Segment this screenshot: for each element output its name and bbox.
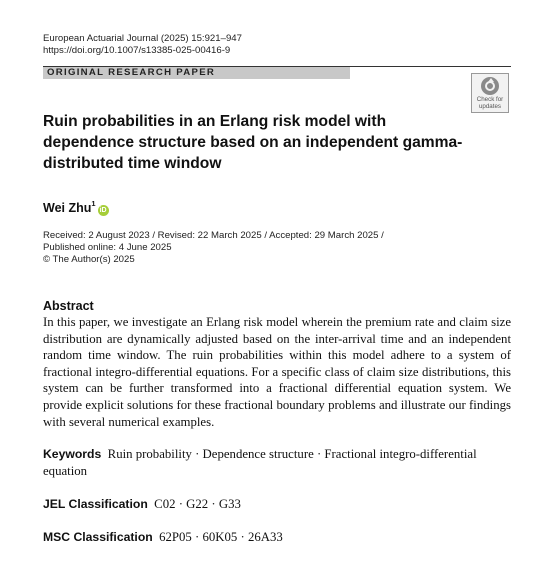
- abstract-text: In this paper, we investigate an Erlang risk model wherein the premium rate and claim size distribution are dynamically adjusted based on the inter-arrival time and an independent random time window. The ruin probabilities within this model adhere to a system of fractional integro-differential equations. For a specific class of claim size distributions, this system can be further transformed into a fractional differential equation system. We provide explicit solutions for these fractional boundary problems and illustrate our findings with several numerical examples.: [43, 315, 511, 429]
- publication-dates: [43, 230, 483, 266]
- journal-citation: European Actuarial Journal (2025) 15:921–947: [43, 33, 242, 44]
- keywords-text: Ruin probability · Dependence structure · Fractional integro-differential equation: [43, 447, 477, 478]
- keywords-heading: Keywords: [43, 447, 102, 461]
- update-icon: [481, 77, 499, 95]
- check-for-updates-badge[interactable]: [471, 73, 509, 113]
- paper-title: Ruin probabilities in an Erlang risk model with dependence structure based on an independent gamma-distributed time window: [43, 113, 463, 172]
- keywords-section: [43, 446, 511, 480]
- abstract-heading: Abstract: [43, 299, 94, 313]
- doi-link[interactable]: https://doi.org/10.1007/s13385-025-00416-9: [43, 45, 231, 56]
- author-line: [43, 196, 109, 216]
- badge-text: [472, 96, 508, 110]
- copyright-line: © The Author(s) 2025: [43, 254, 135, 265]
- jel-section: [43, 496, 241, 513]
- badge-line-2: updates: [478, 103, 502, 110]
- dates-line-1: Received: 2 August 2023 / Revised: 22 March 2025 / Accepted: 29 March 2025 /: [43, 230, 384, 241]
- section-label-bar: [43, 66, 511, 79]
- msc-section: [43, 529, 283, 546]
- section-label: ORIGINAL RESEARCH PAPER: [47, 67, 216, 78]
- msc-heading: MSC Classification: [43, 530, 153, 544]
- msc-codes: 62P05 · 60K05 · 26A33: [159, 530, 283, 544]
- jel-heading: JEL Classification: [43, 497, 148, 511]
- badge-line-1: Check for: [476, 96, 504, 103]
- jel-codes: C02 · G22 · G33: [154, 497, 241, 511]
- dates-line-2: Published online: 4 June 2025: [43, 242, 172, 253]
- orcid-icon[interactable]: iD: [99, 207, 107, 214]
- author-name[interactable]: Wei Zhu: [43, 201, 92, 215]
- affiliation-mark: 1: [91, 199, 96, 208]
